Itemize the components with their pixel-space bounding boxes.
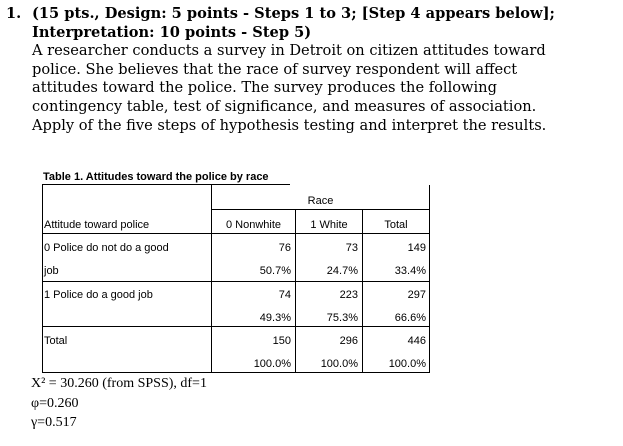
count-cell: 150 [272,335,291,347]
table-row-header: Attitude toward police [44,219,150,231]
percent-cell: 33.4% [394,265,426,277]
grid-line [42,185,43,373]
question-number: 1. [6,5,22,22]
percent-cell: 75.3% [326,312,358,324]
column-header-white: 1 White [310,219,348,231]
count-cell: 297 [407,289,426,301]
table-title-rule [42,184,290,185]
table-group-header: Race [307,195,334,207]
count-cell: 296 [339,335,358,347]
question-text-line: police. She believes that the race of survey respondent will affect [32,60,518,78]
grid-line [42,372,430,373]
count-cell: 76 [278,242,291,254]
question-header-line-2: Interpretation: 10 points - Step 5) [32,23,312,41]
phi-stat: φ=0.260 [31,396,79,411]
question-text-line: Apply of the five steps of hypothesis testing and interpret the results. [32,116,547,134]
percent-cell: 100.0% [388,358,426,370]
row-label: Total [44,335,68,347]
percent-cell: 100.0% [253,358,291,370]
column-header-nonwhite: 0 Nonwhite [225,219,282,231]
count-cell: 446 [407,335,426,347]
question-header-line-1: (15 pts., Design: 5 points - Steps 1 to 3; [Step 4 appears below]; [32,5,555,22]
count-cell: 149 [407,242,426,254]
percent-cell: 24.7% [326,265,358,277]
row-label-continued: job [44,265,59,277]
percent-cell: 100.0% [320,358,358,370]
question-text-line: contingency table, test of significance, and measures of association. [32,97,537,115]
row-label: 0 Police do not do a good [44,242,169,254]
grid-line [42,281,430,282]
count-cell: 73 [345,242,358,254]
percent-cell: 50.7% [259,265,291,277]
gamma-stat: γ=0.517 [31,415,77,430]
grid-line [42,326,430,327]
question-body [32,5,616,135]
count-cell: 74 [278,289,291,301]
table-title: Table 1. Attitudes toward the police by race [43,171,269,183]
percent-cell: 49.3% [259,312,291,324]
chi-square-stat: X² = 30.260 (from SPSS), df=1 [31,376,207,391]
question-text-line: attitudes toward the police. The survey produces the following [32,79,497,97]
column-header-total: Total [384,219,408,231]
grid-line [211,209,430,210]
grid-line [429,185,430,373]
count-cell: 223 [339,289,358,301]
row-label: 1 Police do a good job [44,289,153,301]
question-text-line: A researcher conducts a survey in Detroit on citizen attitudes toward [32,42,546,60]
grid-line [42,233,430,234]
question-block [6,5,616,135]
percent-cell: 66.6% [394,312,426,324]
